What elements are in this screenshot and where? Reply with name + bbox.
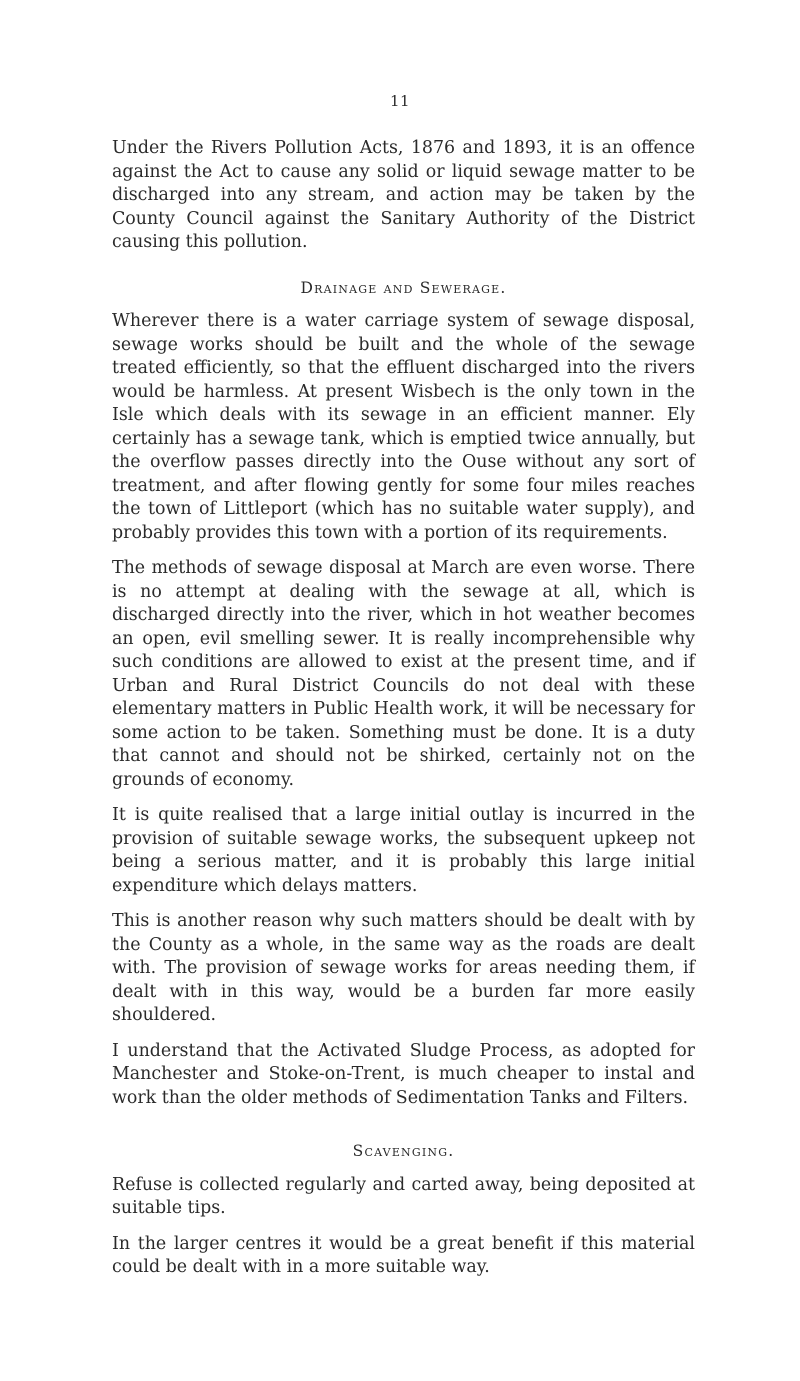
drainage-paragraph-1: Wherever there is a water carriage system of sewage disposal, sewage works should be built and the whole of the sewage treated efficiently, so that the effluent discharged into the rivers would be harmless. At present Wisbech is the only town in the Isle which deals with its sewage in an efficient manner. Ely certainly has a sewage tank, which is emptied twice annually, but the overflow passes directly into the Ouse without any sort of treatment, and after flowing gently for some four miles reaches the town of Littleport (which has no suitable water supply), and probably provides this town with a portion of its requirements.	[112, 311, 695, 543]
scavenging-paragraph-1: Refuse is collected regularly and carted away, being deposited at suitable tips.	[112, 1174, 695, 1218]
drainage-paragraph-3: It is quite realised that a large initial outlay is incurred in the provision of suitable sewage works, the subsequent upkeep not being a serious matter, and it is probably this large initial expenditure which delays matters.	[112, 805, 695, 896]
page-content	[112, 137, 695, 1292]
scavenging-paragraph-2: In the larger centres it would be a great benefit if this material could be dealt with in a more suitable way.	[112, 1233, 695, 1277]
drainage-paragraph-5: I understand that the Activated Sludge Process, as adopted for Manchester and Stoke-on-Trent, is much cheaper to instal and work than the older methods of Sedimentation Tanks and Filters.	[112, 1040, 695, 1108]
drainage-heading: Drainage and Sewerage.	[300, 278, 507, 297]
drainage-paragraph-4: This is another reason why such matters should be dealt with by the County as a whole, in the same way as the roads are dealt with. The provision of sewage works for areas needing them, if dealt with in this way, would be a burden far more easily shouldered.	[112, 911, 695, 1025]
page-number: 11	[389, 92, 411, 110]
drainage-paragraph-2: The methods of sewage disposal at March are even worse. There is no attempt at dealing with the sewage at all, which is discharged directly into the river, which in hot weather becomes an open, evil smelling sewer. It is really incomprehensible why such conditions are allowed to exist at the present time, and if Urban and Rural District Councils do not deal with these elementary matters in Public Health work, it will be necessary for some action to be taken. Something must be done. It is a duty that cannot and should not be shirked, certainly not on the grounds of economy.	[112, 558, 695, 790]
intro-paragraph: Under the Rivers Pollution Acts, 1876 and 1893, it is an offence against the Act to cause any solid or liquid sewage matter to be discharged into any stream, and action may be taken by the County Council against the Sanitary Authority of the District causing this pollution.	[112, 138, 695, 252]
scavenging-heading: Scavenging.	[352, 1142, 455, 1160]
